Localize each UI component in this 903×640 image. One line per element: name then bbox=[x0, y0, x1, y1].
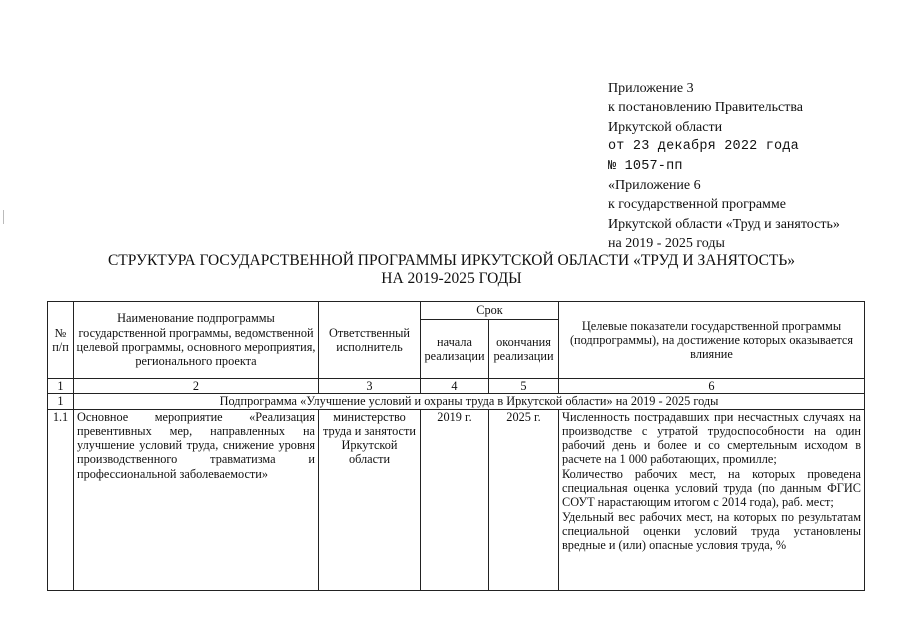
column-number-row bbox=[48, 379, 865, 394]
header-executor: Ответственный исполнитель bbox=[319, 302, 421, 379]
title-line-1: СТРУКТУРА ГОСУДАРСТВЕННОЙ ПРОГРАММЫ ИРКУТСКОЙ ОБЛАСТИ «ТРУД И ЗАНЯТОСТЬ» bbox=[107, 252, 796, 269]
scan-mark bbox=[3, 210, 4, 224]
row-executor: министерство труда и занятости Иркутской области bbox=[319, 409, 421, 590]
appendix-line: Иркутской области «Труд и занятость» bbox=[608, 216, 840, 232]
appendix-date: от 23 декабря 2022 года bbox=[608, 139, 799, 155]
row-indicators bbox=[559, 409, 865, 590]
column-number: 5 bbox=[489, 379, 559, 394]
column-number: 3 bbox=[319, 379, 421, 394]
row-name: Основное мероприятие «Реализация превентивных мер, направленных на улучшение условий труда, снижение уровня производственного травматизма и профессиональной заболеваемости» bbox=[74, 409, 319, 590]
structure-table bbox=[47, 301, 865, 591]
column-number: 1 bbox=[48, 379, 74, 394]
header-num: № п/п bbox=[48, 302, 74, 379]
subprogram-title: Подпрограмма «Улучшение условий и охраны труда в Иркутской области» на 2019 - 2025 годы bbox=[74, 394, 865, 409]
appendix-block bbox=[608, 79, 840, 254]
row-start: 2019 г. bbox=[421, 409, 489, 590]
title-line-2: НА 2019-2025 ГОДЫ bbox=[381, 270, 522, 287]
indicator-item: Количество рабочих мест, на которых проведена специальная оценка условий труда (по данным ФГИС СОУТ нарастающим итогом с 2014 года), раб. мест; bbox=[562, 466, 861, 510]
column-number: 4 bbox=[421, 379, 489, 394]
appendix-line: Иркутской области bbox=[608, 119, 723, 135]
header-start: начала реализации bbox=[421, 320, 489, 379]
appendix-line: к государственной программе bbox=[608, 197, 786, 213]
header-end: окончания реализации bbox=[489, 320, 559, 379]
indicator-item: Удельный вес рабочих мест, на которых по результатам специальной оценки условий труда установлены вредные и (или) опасные условия труда, % bbox=[562, 509, 861, 553]
header-row bbox=[48, 302, 865, 320]
document-title bbox=[0, 252, 903, 288]
column-number: 2 bbox=[74, 379, 319, 394]
header-term: Срок bbox=[421, 302, 559, 320]
appendix-line: «Приложение 6 bbox=[608, 178, 701, 194]
subprogram-num: 1 bbox=[48, 394, 74, 409]
subprogram-row bbox=[48, 394, 865, 409]
appendix-line: Приложение 3 bbox=[608, 81, 694, 96]
appendix-number: № 1057-пп bbox=[608, 158, 683, 174]
table-row bbox=[48, 409, 865, 590]
indicator-item: Численность пострадавших при несчастных случаях на производстве с утратой трудоспособности на один рабочий день и более и со смертельным исходом в расчете на 1 000 работающих, промилле; bbox=[562, 409, 861, 467]
row-end: 2025 г. bbox=[489, 409, 559, 590]
row-num: 1.1 bbox=[48, 409, 74, 590]
column-number: 6 bbox=[559, 379, 865, 394]
header-name: Наименование подпрограммы государственной программы, ведомственной целевой программы, основного мероприятия, регионального проекта bbox=[74, 302, 319, 379]
appendix-line: к постановлению Правительства bbox=[608, 100, 804, 116]
appendix-line: на 2019 - 2025 годы bbox=[608, 236, 725, 252]
header-indicators: Целевые показатели государственной программы (подпрограммы), на достижение которых оказывается влияние bbox=[559, 302, 865, 379]
